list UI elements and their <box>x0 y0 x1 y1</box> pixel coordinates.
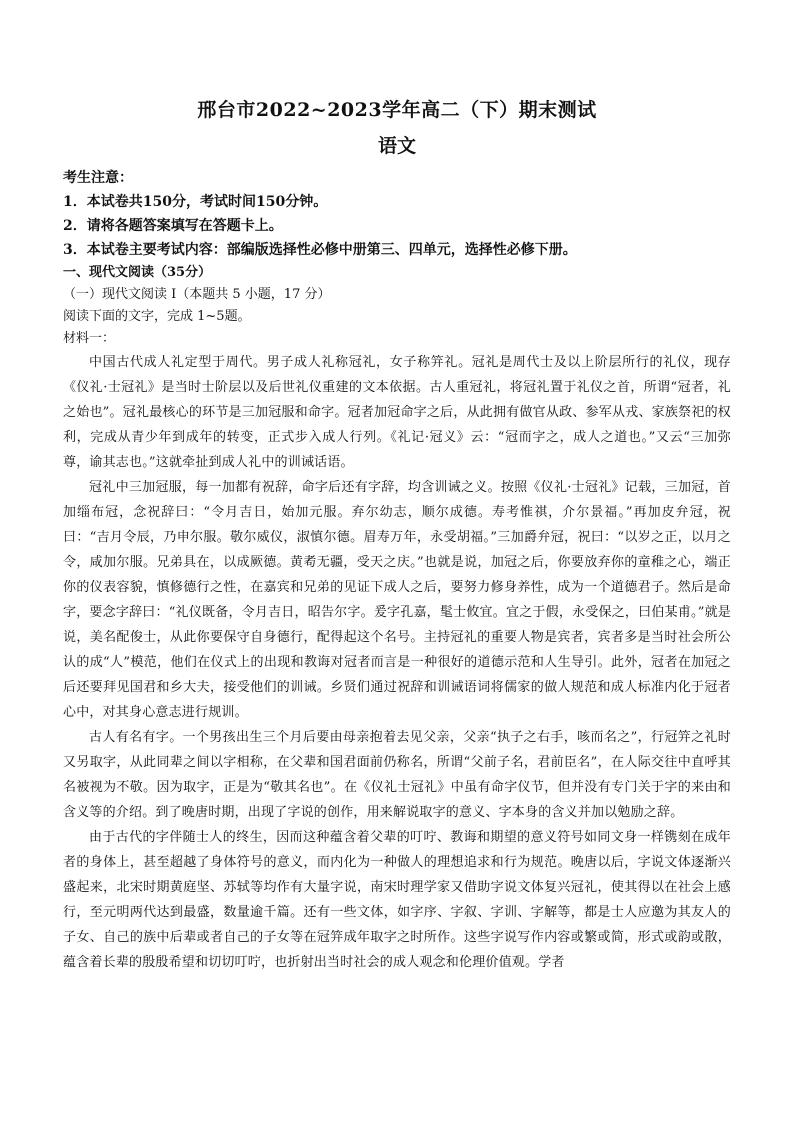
passage-paragraph-1: 中国古代成人礼定型于周代。男子成人礼称冠礼，女子称笄礼。冠礼是周代士及以上阶层所行的礼仪，现存《仪礼·士冠礼》是当时士阶层以及后世礼仪重建的文本依据。古人重冠礼，将冠礼置于礼仪之首，所谓“冠者，礼之始也”。冠礼最核心的环节是三加冠服和命字。冠者加冠命字之后，从此拥有做官从政、参军从戎、家族祭祀的权利，完成从青少年到成年的转变，正式步入成人行列。《礼记·冠义》云：“冠而字之，成人之道也。”又云“三加弥尊，谕其志也。”这就牵扯到成人礼中的训诫话语。 <box>63 355 731 470</box>
notice-heading: 考生注意： <box>63 170 133 186</box>
notice-item-1: 1．本试卷共150分，考试时间150分钟。 <box>63 194 328 210</box>
exam-title: 邢台市2022~2023学年高二（下）期末测试 <box>197 99 597 121</box>
passage-paragraph-3: 古人有名有字。一个男孩出生三个月后要由母亲抱着去见父亲，父亲“执子之右手，咳而名之”，行冠笄之礼时又另取字，从此同辈之间以字相称，在父辈和国君面前仍称名，所谓“父前子名，君前臣名”，在人际交往中直呼其名被视为不敬。因为取字，正是为“敬其名也”。在《仪礼士冠礼》中虽有命字仪节，但并没有专门关于字的来由和含义等的介绍。到了晚唐时期，出现了字说的创作，用来解说取字的意义、字本身的含义并加以勉励之辞。 <box>63 730 731 820</box>
section-heading: 一、现代文阅读（35分） <box>63 265 212 280</box>
subsection-heading: （一）现代文阅读 I（本题共 5 小题，17 分） <box>63 287 331 302</box>
exam-page <box>63 96 731 975</box>
passage-paragraph-4: 由于古代的字伴随士人的终生，因而这种蕴含着父辈的叮咛、教诲和期望的意义符号如同文身一样镌刻在成年者的身体上，甚至超越了身体符号的意义，而内化为一种做人的理想追求和行为规范。晚唐以后，字说文体逐渐兴盛起来，北宋时期黄庭坚、苏轼等均作有大量字说，南宋时理学家又借助字说文体复兴冠礼，使其得以在社会上感行，至元明两代达到最盛，数量逾千篇。还有一些文体，如字序、字叙、字训、字解等，都是士人应邀为其友人的子女、自己的族中后辈或者自己的子女等在冠笄成年取字之时所作。这些字说写作内容或繁或简，形式或韵或散，蕴含着长辈的殷殷希望和切切叮咛，也折射出当时社会的成人观念和伦理价值观。学者 <box>63 830 731 970</box>
passage-paragraph-2: 冠礼中三加冠服，每一加都有祝辞，命字后还有字辞，均含训诫之义。按照《仪礼·士冠礼》记载，三加冠，首加缁布冠，念祝辞曰：“令月吉日，始加元服。弃尔幼志，顺尔成德。寿考惟祺，介尔景福。”再加皮弁冠，祝曰：“吉月令辰，乃申尔服。敬尔威仪，淑慎尔德。眉寿万年，永受胡福。”三加爵弁冠，祝曰：“以岁之正，以月之令，咸加尔服。兄弟具在，以成厥德。黄耇无疆，受天之庆。”也就是说，加冠之后，你要放弃你的童稚之心，端正你的仪表容貌，慎修德行之性，在嘉宾和兄弟的见证下成人之后，要努力修身养性，成为一个道德君子。然后是命字，要念字辞曰：“礼仪既备，令月吉日，昭告尔字。爰字孔嘉，髦士攸宜。宜之于假，永受保之，曰伯某甫。”就是说，美名配俊士，从此你要保守自身德行，配得起这个名号。主持冠礼的重要人物是宾者，宾者多是当时社会所公认的成“人”模范，他们在仪式上的出现和教诲对冠者而言是一种很好的道德示范和人生导引。此外，冠者在加冠之后还要拜见国君和乡大夫，接受他们的训诫。乡贤们通过祝辞和训诫语词将儒家的做人规范和成人标准内化于冠者心中，对其身心意志进行规训。 <box>63 480 731 720</box>
subject-title: 语文 <box>377 135 416 157</box>
notice-item-2: 2．请将各题答案填写在答题卡上。 <box>63 218 283 234</box>
notice-item-3: 3．本试卷主要考试内容：部编版选择性必修中册第三、四单元，选择性必修下册。 <box>63 242 577 258</box>
material-label: 材料一： <box>63 331 116 346</box>
reading-instruction: 阅读下面的文字，完成 1~5题。 <box>63 309 251 324</box>
